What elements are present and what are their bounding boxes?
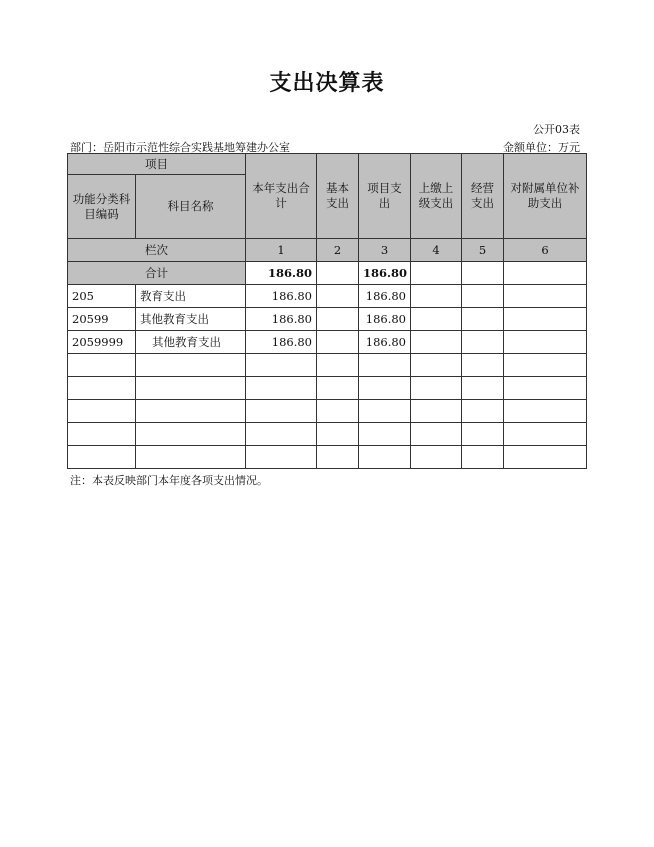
total-cell: 186.80 (359, 262, 411, 285)
header-col2: 基本支出 (317, 154, 359, 239)
total-cell (411, 262, 462, 285)
value-cell (504, 331, 587, 354)
value-cell (462, 331, 504, 354)
function-code-cell: 20599 (68, 308, 136, 331)
unit-label: 金额单位：万元 (503, 141, 580, 154)
value-cell: 186.80 (359, 331, 411, 354)
value-cell (317, 285, 359, 308)
value-cell: 186.80 (246, 308, 317, 331)
total-cell (317, 262, 359, 285)
value-cell (504, 285, 587, 308)
header-col4: 上缴上级支出 (411, 154, 462, 239)
column-index-row (68, 239, 587, 262)
value-cell (462, 285, 504, 308)
header-func-code: 功能分类科目编码 (68, 175, 136, 239)
column-index-label: 栏次 (68, 239, 246, 262)
header-col5: 经营支出 (462, 154, 504, 239)
column-index-cell: 2 (317, 239, 359, 262)
total-cell (462, 262, 504, 285)
header-col1: 本年支出合计 (246, 154, 317, 239)
value-cell: 186.80 (246, 331, 317, 354)
value-cell (504, 308, 587, 331)
expenditure-table (67, 153, 587, 469)
total-cell (504, 262, 587, 285)
empty-row (68, 446, 587, 469)
function-code-cell: 2059999 (68, 331, 136, 354)
empty-row (68, 354, 587, 377)
empty-row (68, 423, 587, 446)
total-label: 合计 (68, 262, 246, 285)
page-title: 支出决算表 (269, 70, 385, 96)
empty-row (68, 377, 587, 400)
header-col6: 对附属单位补助支出 (504, 154, 587, 239)
value-cell (317, 331, 359, 354)
header-col3: 项目支出 (359, 154, 411, 239)
value-cell: 186.80 (359, 308, 411, 331)
header-subject-name: 科目名称 (136, 175, 246, 239)
column-index-cell: 4 (411, 239, 462, 262)
table-row (68, 285, 587, 308)
column-index-cell: 3 (359, 239, 411, 262)
value-cell (411, 308, 462, 331)
function-code-cell: 205 (68, 285, 136, 308)
header-project: 项目 (68, 154, 246, 175)
subject-name-cell: 其他教育支出 (136, 331, 246, 354)
column-index-cell: 1 (246, 239, 317, 262)
total-cell: 186.80 (246, 262, 317, 285)
table-row (68, 331, 587, 354)
value-cell: 186.80 (359, 285, 411, 308)
department-label: 部门：岳阳市示范性综合实践基地筹建办公室 (70, 141, 290, 154)
header-row (68, 154, 587, 175)
total-row (68, 262, 587, 285)
value-cell (411, 331, 462, 354)
value-cell (317, 308, 359, 331)
empty-row (68, 400, 587, 423)
footnote: 注：本表反映部门本年度各项支出情况。 (70, 474, 268, 487)
subject-name-cell: 其他教育支出 (136, 308, 246, 331)
column-index-cell: 5 (462, 239, 504, 262)
table-row (68, 308, 587, 331)
value-cell (411, 285, 462, 308)
table-code: 公开03表 (533, 123, 580, 136)
column-index-cell: 6 (504, 239, 587, 262)
value-cell: 186.80 (246, 285, 317, 308)
value-cell (462, 308, 504, 331)
subject-name-cell: 教育支出 (136, 285, 246, 308)
